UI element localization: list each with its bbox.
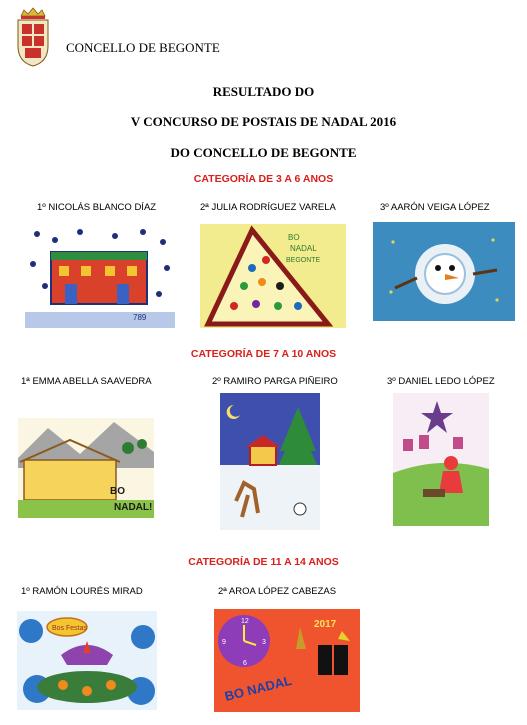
category-heading-7-10: CATEGORÍA DE 7 A 10 ANOS: [190, 348, 337, 360]
title-line-1: RESULTADO DO: [212, 84, 315, 99]
winner-3-7-10: 3º DANIEL LEDO LÓPEZ: [387, 376, 495, 387]
title-line-3: DO CONCELLO DE BEGONTE: [170, 145, 357, 160]
card-text-aroa-year: 2017: [314, 619, 337, 630]
card-text-begonte: BEGONTE: [286, 257, 321, 264]
winner-2-11-14: 2ª AROA LÓPEZ CABEZAS: [218, 586, 337, 597]
card-text-emma-bo: BO: [110, 486, 125, 497]
winner-1-11-14: 1º RAMÓN LOURÉS MIRAD: [21, 586, 143, 597]
coat-of-arms-icon: [14, 6, 52, 68]
winner-2-3-6: 2ª JULIA RODRÍGUEZ VARELA: [200, 202, 336, 213]
card-text-aroa-bo-nadal: BO NADAL: [223, 672, 294, 704]
card-text-ramon: Bos Festas: [52, 625, 88, 632]
svg-text:3: 3: [262, 639, 266, 646]
postcard-nicolas: [25, 224, 175, 328]
organization-name: CONCELLO DE BEGONTE: [66, 40, 220, 55]
postcard-aaron: [373, 222, 515, 321]
card-text-emma-nadal: NADAL!: [114, 502, 153, 513]
postcard-daniel: [393, 393, 489, 526]
winner-1-7-10: 1ª EMMA ABELLA SAAVEDRA: [21, 376, 152, 387]
title-line-2: V CONCURSO DE POSTAIS DE NADAL 2016: [130, 114, 397, 129]
svg-text:789: 789: [133, 313, 147, 322]
postcard-ramiro: [220, 393, 320, 530]
postcard-emma: [18, 418, 154, 518]
postcard-ramon: [17, 611, 157, 710]
winner-3-3-6: 3º AARÓN VEIGA LÓPEZ: [380, 202, 490, 213]
winner-1-3-6: 1º NICOLÁS BLANCO DÍAZ: [37, 202, 157, 213]
postcard-aroa: [214, 609, 360, 712]
card-text-nadal: NADAL: [290, 244, 317, 253]
winner-2-7-10: 2º RAMIRO PARGA PIÑEIRO: [212, 376, 338, 387]
card-text-bo: BO: [288, 233, 300, 242]
svg-text:9: 9: [222, 639, 226, 646]
category-heading-3-6: CATEGORÍA DE 3 A 6 ANOS: [193, 173, 334, 185]
postcard-julia: [200, 224, 346, 328]
svg-text:12: 12: [241, 618, 249, 625]
category-heading-11-14: CATEGORÍA DE 11 A 14 ANOS: [188, 556, 339, 568]
svg-text:6: 6: [243, 660, 247, 667]
